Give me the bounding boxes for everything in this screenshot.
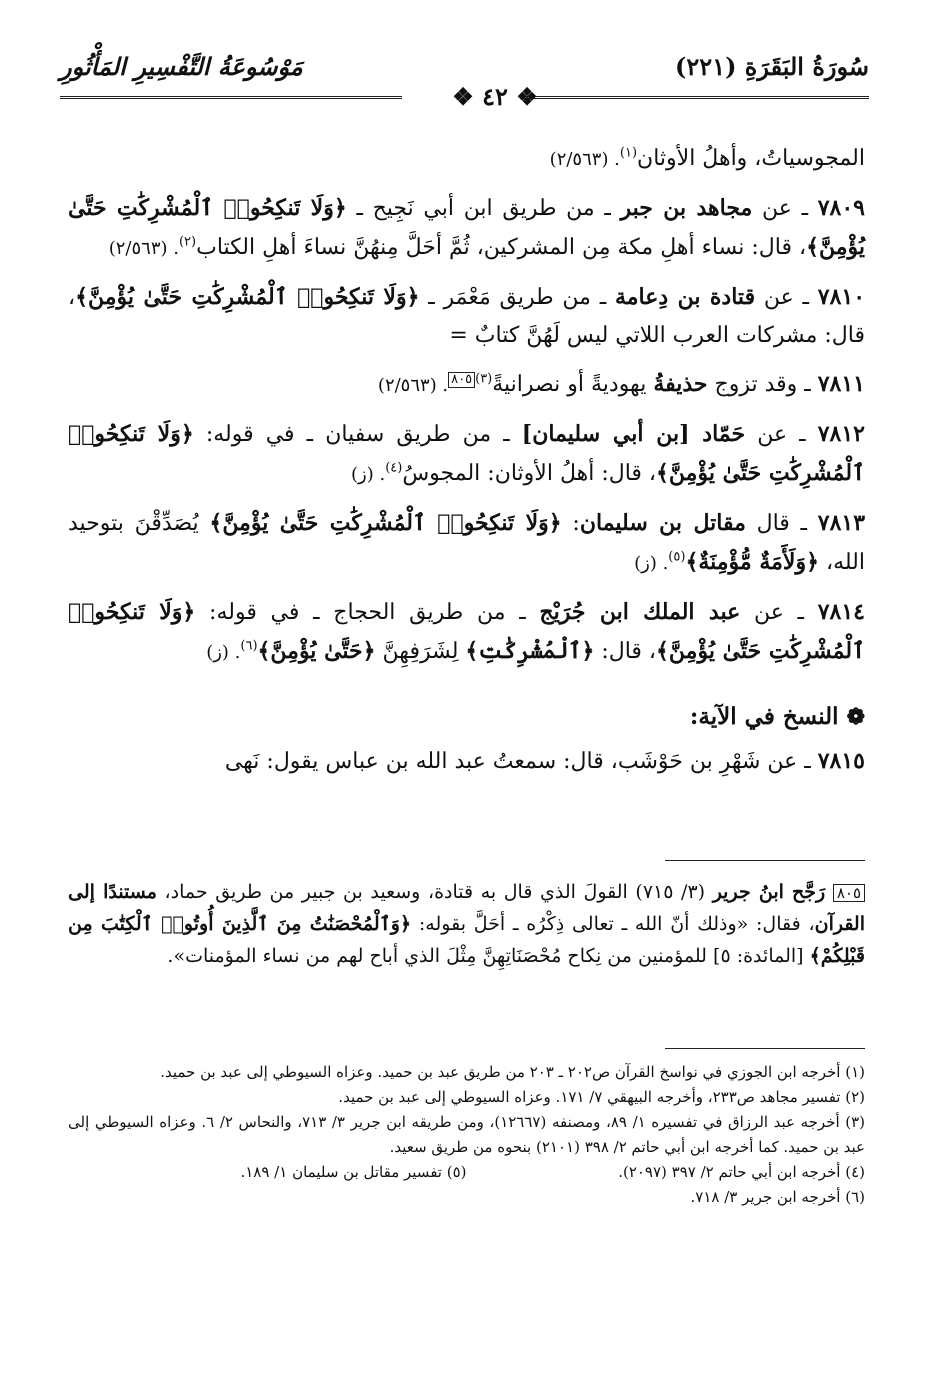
footnote-row	[68, 1160, 865, 1185]
text: ـ عن	[740, 600, 818, 625]
footnote-marker: (٢)	[178, 234, 197, 250]
header-rule-left	[60, 96, 402, 99]
narrator-name: حَمّاد [بن أبي سليمان]	[521, 421, 746, 447]
quran-quote: ﴿وَلَا تَنكِحُوا۟ ٱلْمُشْرِكَٰتِ حَتَّىٰ يُؤْمِنَّ﴾	[68, 599, 865, 664]
narration-7815	[68, 742, 865, 781]
section-heading	[68, 698, 865, 736]
footnote-marker: (١)	[619, 145, 638, 161]
volume-reference: . (٢/٥٦٣)	[108, 238, 179, 259]
footnote-marker: (٤)	[385, 460, 403, 476]
text: ـ وقد تزوج	[707, 372, 818, 397]
volume-reference: . (ز)	[634, 553, 669, 574]
narration-7810	[68, 278, 865, 355]
page-number-ornament-right: ❖	[452, 82, 483, 111]
volume-reference: . (٢/٥٦٣)	[549, 149, 620, 170]
narration-7809	[68, 189, 865, 268]
section-title: النسخ في الآية:	[689, 703, 839, 730]
narration-number: ٧٨٠٩	[817, 195, 865, 221]
narrator-name: مجاهد بن جبر	[620, 195, 753, 221]
text: ـ عن	[745, 422, 818, 447]
footnote-6: (٦) أخرجه ابن جرير ٣/ ٧١٨.	[690, 1188, 865, 1206]
narrator-name: حذيفةُ	[653, 371, 708, 397]
text: ـ قال	[745, 511, 818, 536]
quran-quote: ﴿ٱلْمُشْرِكَٰتِ﴾	[465, 638, 595, 664]
commentary-divider	[665, 860, 865, 861]
book-title: مَوْسُوعَةُ التَّفْسِيرِ المَأْثُورِ	[60, 52, 303, 81]
volume-reference: . (ز)	[351, 464, 386, 485]
footnotes-divider	[665, 1048, 865, 1049]
footnote-2: (٢) تفسير مجاهد ص٢٣٣، وأخرجه البيهقي ٧/ ١٧١. وعزاه السيوطي إلى عبد بن حميد.	[338, 1088, 865, 1106]
footnote-4: (٤) أخرجه ابن أبي حاتم ٢/ ٣٩٧ (٢٠٩٧).	[618, 1163, 865, 1181]
quran-quote: ﴿وَلَا تَنكِحُوا۟ ٱلْمُشْرِكَٰتِ حَتَّىٰ يُؤْمِنَّ﴾	[68, 195, 865, 260]
text: ـ من طريق الحجاج ـ في قوله:	[195, 600, 540, 625]
text: :	[561, 511, 580, 536]
text: ـ عن	[752, 196, 818, 221]
text: يُصَدِّقْنَ بتوحيد الله،	[68, 511, 865, 575]
commentary-bold: مستندًا إلى القرآن	[68, 881, 866, 935]
narration-7811	[68, 365, 865, 405]
surah-title: سُورَةُ البَقَرَةِ (٢٢١)	[675, 52, 869, 81]
text: ، قال: نساء أهلِ مكة مِن المشركين، ثُمَّ أحَلَّ مِنهُنَّ نساءَ أهلِ الكتاب	[196, 235, 807, 260]
text: ـ عن شَهْرِ بن حَوْشَب، قال: سمعتُ عبد الله بن عباس يقول: نَهى	[224, 749, 818, 774]
commentary-marker: ٨٠٥	[448, 372, 475, 388]
narration-7813	[68, 504, 865, 583]
footnote-3: (٣) أخرجه عبد الرزاق في تفسيره ١/ ٨٩، ومصنفه (١٢٦٦٧)، ومن طريقه ابن جرير ٣/ ٧١٣، والنحاس ٢/ ٦. وعزاه السيوطي إلى عبد بن حميد. كما أخرجه ابن أبي حاتم ٢/ ٣٩٨ (٢١٠١) بنحوه من طريق سعيد.	[68, 1113, 866, 1156]
text: ، قال: أهلُ الأوثان: المجوسُ	[402, 461, 657, 486]
footnote-marker: (٣)	[475, 371, 493, 387]
quran-quote: ﴿وَلَا تَنكِحُوا۟ ٱلْمُشْرِكَٰتِ حَتَّىٰ يُؤْمِنَّ﴾	[68, 421, 865, 486]
narration-number: ٧٨١٣	[817, 510, 866, 536]
narrator-name: عبد الملك ابن جُرَيْج	[539, 599, 741, 625]
text: ـ عن	[755, 285, 818, 310]
flower-icon: ❁	[846, 704, 865, 730]
narration-7814	[68, 593, 865, 672]
narration-number: ٧٨١١	[817, 371, 865, 397]
header-rule-right	[521, 96, 869, 99]
quran-quote: ﴿حَتَّىٰ يُؤْمِنَّ﴾	[257, 638, 376, 664]
narrator-name: مقاتل بن سليمان	[579, 510, 746, 536]
page-number-text: ٤٢	[482, 82, 508, 111]
text: ، قال:	[594, 639, 657, 664]
main-text	[68, 140, 865, 791]
commentary-marker: ٨٠٥	[833, 884, 865, 902]
text: ـ من طريق سفيان ـ في قوله:	[193, 422, 522, 447]
text: ـ من طريق مَعْمَر ـ	[419, 285, 615, 310]
footnote-marker: (٥)	[668, 549, 686, 565]
text: ، فقال: «وذلك أنّ الله ـ تعالى ذِكْرُه ـ أحَلَّ بقوله:	[411, 913, 815, 935]
narration-number: ٧٨١٤	[817, 599, 865, 625]
text	[825, 881, 833, 903]
text: ، قال: مشركات العرب اللاتي ليس لَهُنَّ كتابٌ =	[68, 285, 865, 348]
narrator-name: قتادة بن دِعامة	[614, 284, 756, 310]
volume-reference: . (٢/٥٦٣)	[377, 375, 449, 396]
narration-7812	[68, 415, 865, 494]
footnotes	[68, 1060, 865, 1210]
quran-quote: ﴿وَلَا تَنكِحُوا۟ ٱلْمُشْرِكَٰتِ حَتَّىٰ يُؤْمِنَّ﴾	[209, 510, 562, 536]
text: لِشَرَفِهِنَّ	[375, 639, 466, 664]
text: (٣/ ٧١٥) القولَ الذي قال به قتادة، وسعيد بن جبير من طريق حماد،	[156, 881, 713, 903]
quran-quote: ﴿وَلَا تَنكِحُوا۟ ٱلْمُشْرِكَٰتِ حَتَّىٰ يُؤْمِنَّ﴾	[75, 284, 420, 310]
text: [المائدة: ٥] للمؤمنين من نِكاح مُحْصَنَاتِهِنَّ مِثْلَ الذي أباح لهم من نساء المؤمنات».	[167, 945, 810, 967]
page-header	[60, 52, 869, 112]
commentary-bold: رَجَّح ابنُ جرير	[712, 881, 826, 903]
footnote-marker: (٦)	[240, 638, 258, 654]
commentary-box	[68, 876, 865, 972]
narration-number: ٧٨١٢	[817, 421, 865, 447]
volume-reference: . (ز)	[206, 642, 241, 663]
quran-quote: ﴿وَلَأَمَةٌ مُّؤْمِنَةٌ﴾	[685, 549, 819, 575]
footnote-1: (١) أخرجه ابن الجوزي في نواسخ القرآن ص٢٠٢ ـ ٢٠٣ من طريق عبد بن حميد. وعزاه السيوطي إلى عبد بن حميد.	[160, 1063, 865, 1081]
text: ـ من طريق ابن أبي نَجِيح ـ	[346, 196, 621, 221]
text: المجوسياتُ، وأهلُ الأوثان	[637, 146, 865, 171]
footnote-5: (٥) تفسير مقاتل بن سليمان ١/ ١٨٩.	[240, 1163, 467, 1181]
text: يهوديةً أو نصرانيةً	[492, 372, 654, 397]
quran-quote: ﴿وَٱلْمُحْصَنَٰتُ مِنَ ٱلَّذِينَ أُوتُوا۟ ٱلْكِتَٰبَ مِن قَبْلِكُمْ﴾	[68, 913, 865, 967]
narration-number: ٧٨١٥	[817, 748, 865, 774]
page-number	[420, 82, 570, 111]
page-number-ornament-left: ❖	[507, 82, 538, 111]
narration-number: ٧٨١٠	[817, 284, 866, 310]
paragraph-continuation	[68, 140, 865, 179]
